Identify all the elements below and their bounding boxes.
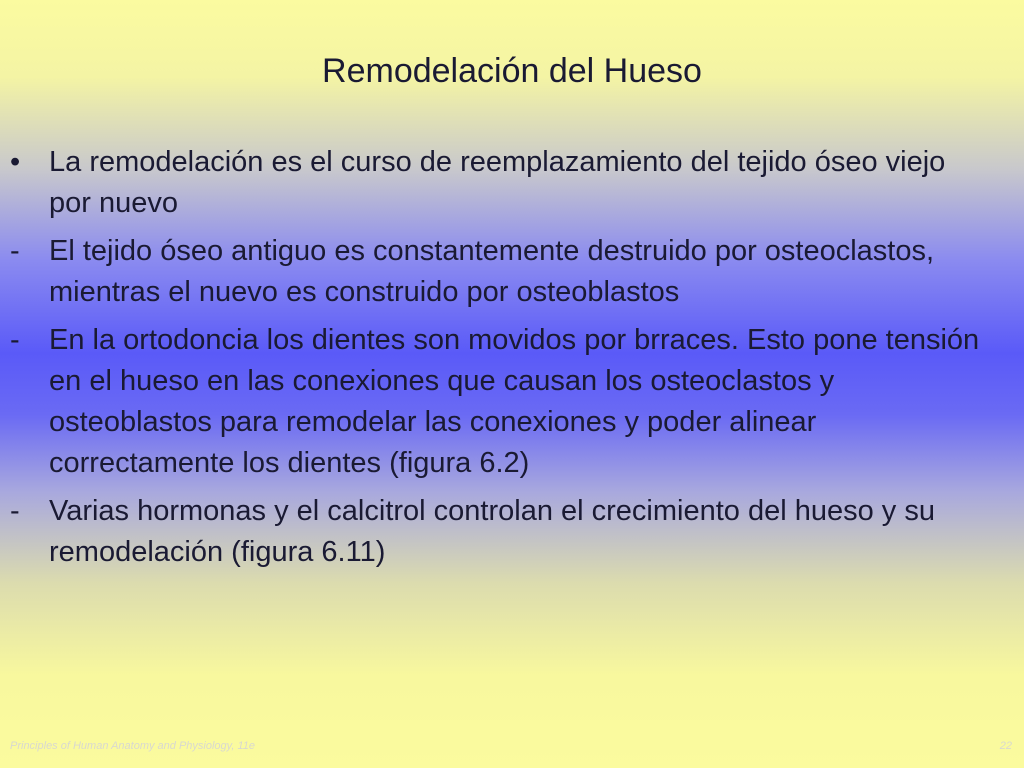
bullet-item-1 <box>10 142 990 224</box>
slide-title: Remodelación del Hueso <box>322 52 702 90</box>
dash-marker-icon: - <box>10 235 20 267</box>
bullet-text: Varias hormonas y el calcitrol controlan el crecimiento del hueso y su remodelación (figura 6.11) <box>49 495 935 568</box>
page-number: 22 <box>999 740 1012 752</box>
bullet-marker-icon: • <box>10 146 21 178</box>
bullet-text: En la ortodoncia los dientes son movidos por brraces. Esto pone tensión en el hueso en las conexiones que causan los osteoclastos y osteoblastos para remodelar las conexiones y poder alinear correctamente los dientes (figura 6.2) <box>49 324 980 479</box>
bullet-text: El tejido óseo antiguo es constantemente destruido por osteoclastos, mientras el nuevo es construido por osteoblastos <box>49 235 975 308</box>
bullet-list <box>10 142 990 580</box>
bullet-item-4 <box>10 491 990 573</box>
bullet-item-3 <box>10 320 990 484</box>
footer-source: Principles of Human Anatomy and Physiology, 11e <box>10 740 255 752</box>
bullet-text: La remodelación es el curso de reemplazamiento del tejido óseo viejo por nuevo <box>49 146 946 219</box>
bullet-item-2 <box>10 231 990 313</box>
dash-marker-icon: - <box>10 324 20 356</box>
dash-marker-icon: - <box>10 495 20 527</box>
